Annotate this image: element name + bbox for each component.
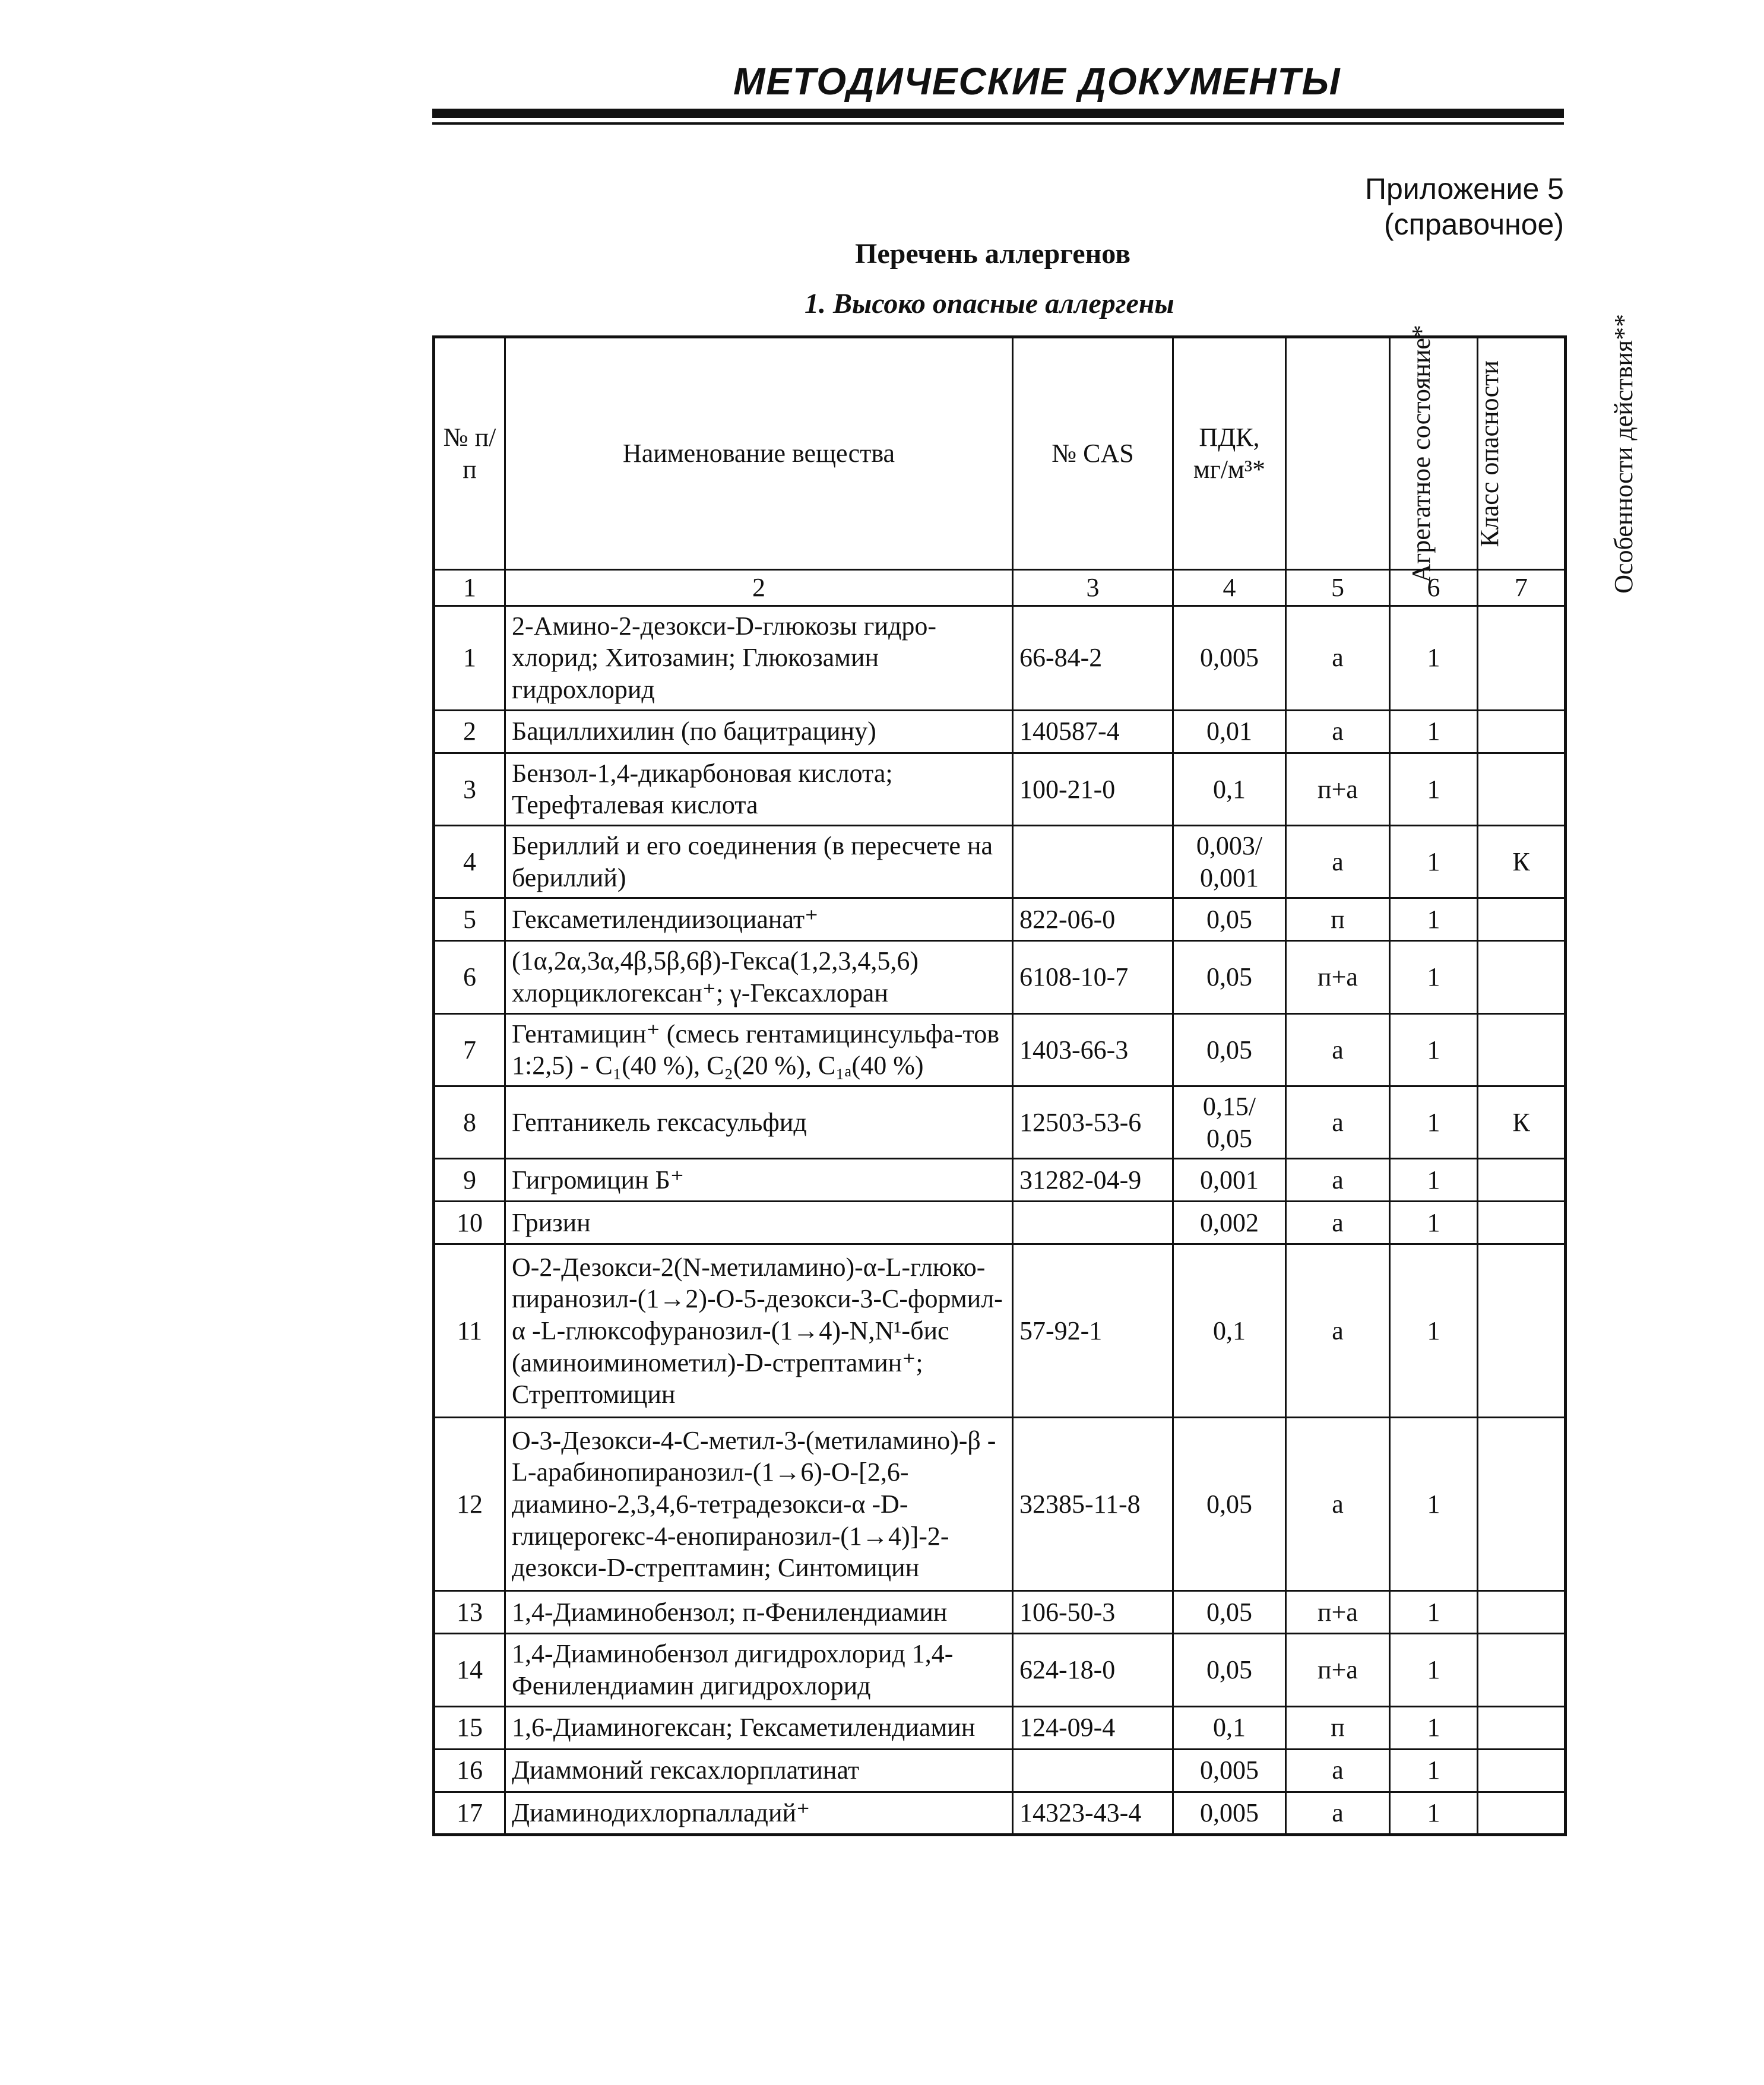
pdk-value: 0,005 — [1173, 606, 1286, 710]
action-feature — [1478, 941, 1566, 1013]
header-cas: № CAS — [1013, 337, 1173, 570]
hazard-class: 1 — [1390, 1418, 1478, 1591]
aggregate-state: а — [1286, 1159, 1390, 1202]
row-number: 7 — [434, 1013, 505, 1086]
action-feature — [1478, 1792, 1566, 1834]
substance-name: Гептаникель гексасульфид — [505, 1086, 1013, 1159]
pdk-value: 0,05 — [1173, 941, 1286, 1013]
action-feature — [1478, 898, 1566, 941]
cas-number: 1403-66-3 — [1013, 1013, 1173, 1086]
allergen-table — [432, 313, 1639, 1836]
cas-number: 822-06-0 — [1013, 898, 1173, 941]
cas-number: 12503-53-6 — [1013, 1086, 1173, 1159]
action-feature — [1478, 1244, 1566, 1418]
header-pdk: ПДК, мг/м³* — [1173, 337, 1286, 570]
action-feature — [1478, 753, 1566, 825]
row-number: 4 — [434, 826, 505, 898]
action-feature — [1478, 1013, 1566, 1086]
pdk-value: 0,1 — [1173, 1244, 1286, 1418]
column-number: 1 — [434, 570, 505, 606]
aggregate-state: а — [1286, 1244, 1390, 1418]
pdk-value: 0,005 — [1173, 1792, 1286, 1834]
column-number: 3 — [1013, 570, 1173, 606]
aggregate-state: п+а — [1286, 753, 1390, 825]
action-feature: К — [1478, 826, 1566, 898]
header-features: Особенности действия** — [1609, 313, 1639, 594]
table-row — [434, 1749, 1566, 1792]
cas-number: 14323-43-4 — [1013, 1792, 1173, 1834]
aggregate-state: п+а — [1286, 941, 1390, 1013]
column-number: 2 — [505, 570, 1013, 606]
column-number: 7 — [1478, 570, 1566, 606]
pdk-value: 0,05 — [1173, 1013, 1286, 1086]
row-number: 17 — [434, 1792, 505, 1834]
row-number: 3 — [434, 753, 505, 825]
pdk-value: 0,1 — [1173, 1706, 1286, 1749]
appendix-line-1: Приложение 5 — [1365, 172, 1564, 205]
cas-number: 624-18-0 — [1013, 1634, 1173, 1706]
substance-name: O-2-Дезокси-2(N-метиламино)-α-L-глюко-пиранозил-(1→2)-O-5-дезокси-3-C-формил-α -L-глюксофуранозил-(1→4)-N,N¹-бис (аминоиминометил)-D-стрептамин⁺; Стрептомицин — [505, 1244, 1013, 1418]
aggregate-state: а — [1286, 710, 1390, 753]
substance-name: Гексаметилендиизоцианат⁺ — [505, 898, 1013, 941]
substance-name: Гигромицин Б⁺ — [505, 1159, 1013, 1202]
cas-number — [1013, 1202, 1173, 1244]
aggregate-state: п+а — [1286, 1591, 1390, 1634]
cas-number: 140587-4 — [1013, 710, 1173, 753]
hazard-class: 1 — [1390, 753, 1478, 825]
table-row — [434, 1013, 1566, 1086]
running-header: МЕТОДИЧЕСКИЕ ДОКУМЕНТЫ — [733, 60, 1341, 103]
action-feature — [1478, 1706, 1566, 1749]
header-rule-thick — [432, 109, 1564, 118]
hazard-class: 1 — [1390, 1244, 1478, 1418]
substance-name: O-3-Дезокси-4-C-метил-3-(метиламино)-β -L-арабинопиранозил-(1→6)-O-[2,6-диамино-2,3,4,6-тетрадезокси-α -D-глицерогекс-4-енопиранозил-(1→4)]-2-дезокси-D-стрептамин; Синтомицин — [505, 1418, 1013, 1591]
header-class: Класс опасности — [1474, 360, 1504, 547]
table-row — [434, 710, 1566, 753]
hazard-class: 1 — [1390, 1749, 1478, 1792]
substance-name: 1,4-Диаминобензол; п-Фенилендиамин — [505, 1591, 1013, 1634]
row-number: 1 — [434, 606, 505, 710]
pdk-value: 0,01 — [1173, 710, 1286, 753]
column-number: 6 — [1390, 570, 1478, 606]
pdk-value: 0,003/ 0,001 — [1173, 826, 1286, 898]
action-feature — [1478, 1159, 1566, 1202]
hazard-class: 1 — [1390, 826, 1478, 898]
document-subtitle: 1. Высоко опасные аллергены — [805, 288, 1174, 319]
table-row — [434, 1634, 1566, 1706]
table-row — [434, 1792, 1566, 1834]
pdk-value: 0,05 — [1173, 898, 1286, 941]
action-feature — [1478, 710, 1566, 753]
aggregate-state: а — [1286, 1418, 1390, 1591]
appendix-label — [1365, 171, 1564, 242]
cas-number: 124-09-4 — [1013, 1706, 1173, 1749]
hazard-class: 1 — [1390, 898, 1478, 941]
cas-number: 31282-04-9 — [1013, 1159, 1173, 1202]
row-number: 11 — [434, 1244, 505, 1418]
action-feature — [1478, 1634, 1566, 1706]
header-state: Агрегатное состояние* — [1406, 325, 1436, 583]
hazard-class: 1 — [1390, 1634, 1478, 1706]
column-number: 4 — [1173, 570, 1286, 606]
cas-number: 100-21-0 — [1013, 753, 1173, 825]
table-row — [434, 1159, 1566, 1202]
table-row — [434, 606, 1566, 710]
substance-name: Бациллихилин (по бацитрацину) — [505, 710, 1013, 753]
cas-number — [1013, 826, 1173, 898]
table-row — [434, 941, 1566, 1013]
row-number: 9 — [434, 1159, 505, 1202]
header-rule-thin — [432, 122, 1564, 125]
row-number: 13 — [434, 1591, 505, 1634]
header-num: № п/п — [434, 337, 505, 570]
substance-name: Гризин — [505, 1202, 1013, 1244]
table-row — [434, 1244, 1566, 1418]
table-row — [434, 1591, 1566, 1634]
aggregate-state: а — [1286, 606, 1390, 710]
substance-name: Диаммоний гексахлорплатинат — [505, 1749, 1013, 1792]
action-feature — [1478, 606, 1566, 710]
substance-name: 2-Амино-2-дезокси-D-глюкозы гидро-хлорид; Хитозамин; Глюкозамин гидрохлорид — [505, 606, 1013, 710]
table-header-row — [434, 337, 1566, 570]
row-number: 8 — [434, 1086, 505, 1159]
pdk-value: 0,05 — [1173, 1418, 1286, 1591]
table-row — [434, 1418, 1566, 1591]
hazard-class: 1 — [1390, 1159, 1478, 1202]
table-row — [434, 1086, 1566, 1159]
hazard-class: 1 — [1390, 1013, 1478, 1086]
pdk-value: 0,1 — [1173, 753, 1286, 825]
cas-number: 32385-11-8 — [1013, 1418, 1173, 1591]
aggregate-state: п — [1286, 1706, 1390, 1749]
pdk-value: 0,001 — [1173, 1159, 1286, 1202]
action-feature — [1478, 1749, 1566, 1792]
aggregate-state: п+а — [1286, 1634, 1390, 1706]
substance-name: Гентамицин⁺ (смесь гентамицинсульфа-тов 1:2,5) - C₁(40 %), C₂(20 %), C₁ₐ(40 %) — [505, 1013, 1013, 1086]
cas-number: 6108-10-7 — [1013, 941, 1173, 1013]
aggregate-state: а — [1286, 1013, 1390, 1086]
table-row — [434, 1706, 1566, 1749]
substance-name: (1α,2α,3α,4β,5β,6β)-Гекса(1,2,3,4,5,6) хлорциклогексан⁺; γ-Гексахлоран — [505, 941, 1013, 1013]
row-number: 12 — [434, 1418, 505, 1591]
action-feature: К — [1478, 1086, 1566, 1159]
aggregate-state: а — [1286, 1792, 1390, 1834]
table-row — [434, 1202, 1566, 1244]
hazard-class: 1 — [1390, 1591, 1478, 1634]
appendix-line-2: (справочное) — [1384, 208, 1564, 241]
substance-name: Бензол-1,4-дикарбоновая кислота; Терефталевая кислота — [505, 753, 1013, 825]
aggregate-state: а — [1286, 826, 1390, 898]
document-title: Перечень аллергенов — [855, 238, 1130, 270]
table-row — [434, 826, 1566, 898]
pdk-value: 0,05 — [1173, 1591, 1286, 1634]
substance-name: 1,4-Диаминобензол дигидрохлорид 1,4-Фенилендиамин дигидрохлорид — [505, 1634, 1013, 1706]
row-number: 14 — [434, 1634, 505, 1706]
column-number-row — [434, 570, 1566, 606]
hazard-class: 1 — [1390, 1792, 1478, 1834]
table-row — [434, 753, 1566, 825]
action-feature — [1478, 1591, 1566, 1634]
row-number: 2 — [434, 710, 505, 753]
row-number: 5 — [434, 898, 505, 941]
pdk-value: 0,05 — [1173, 1634, 1286, 1706]
row-number: 6 — [434, 941, 505, 1013]
column-number: 5 — [1286, 570, 1390, 606]
cas-number — [1013, 1749, 1173, 1792]
pdk-value: 0,005 — [1173, 1749, 1286, 1792]
substance-name: 1,6-Диаминогексан; Гексаметилендиамин — [505, 1706, 1013, 1749]
pdk-value: 0,002 — [1173, 1202, 1286, 1244]
header-name: Наименование вещества — [505, 337, 1013, 570]
aggregate-state: п — [1286, 898, 1390, 941]
row-number: 15 — [434, 1706, 505, 1749]
pdk-value: 0,15/ 0,05 — [1173, 1086, 1286, 1159]
hazard-class: 1 — [1390, 606, 1478, 710]
hazard-class: 1 — [1390, 941, 1478, 1013]
hazard-class: 1 — [1390, 710, 1478, 753]
hazard-class: 1 — [1390, 1086, 1478, 1159]
hazard-class: 1 — [1390, 1202, 1478, 1244]
row-number: 10 — [434, 1202, 505, 1244]
cas-number: 106-50-3 — [1013, 1591, 1173, 1634]
substance-name: Бериллий и его соединения (в пересчете на бериллий) — [505, 826, 1013, 898]
aggregate-state: а — [1286, 1202, 1390, 1244]
row-number: 16 — [434, 1749, 505, 1792]
table-row — [434, 898, 1566, 941]
action-feature — [1478, 1418, 1566, 1591]
cas-number: 66-84-2 — [1013, 606, 1173, 710]
substance-name: Диаминодихлорпалладий⁺ — [505, 1792, 1013, 1834]
aggregate-state: а — [1286, 1749, 1390, 1792]
aggregate-state: а — [1286, 1086, 1390, 1159]
hazard-class: 1 — [1390, 1706, 1478, 1749]
action-feature — [1478, 1202, 1566, 1244]
cas-number: 57-92-1 — [1013, 1244, 1173, 1418]
